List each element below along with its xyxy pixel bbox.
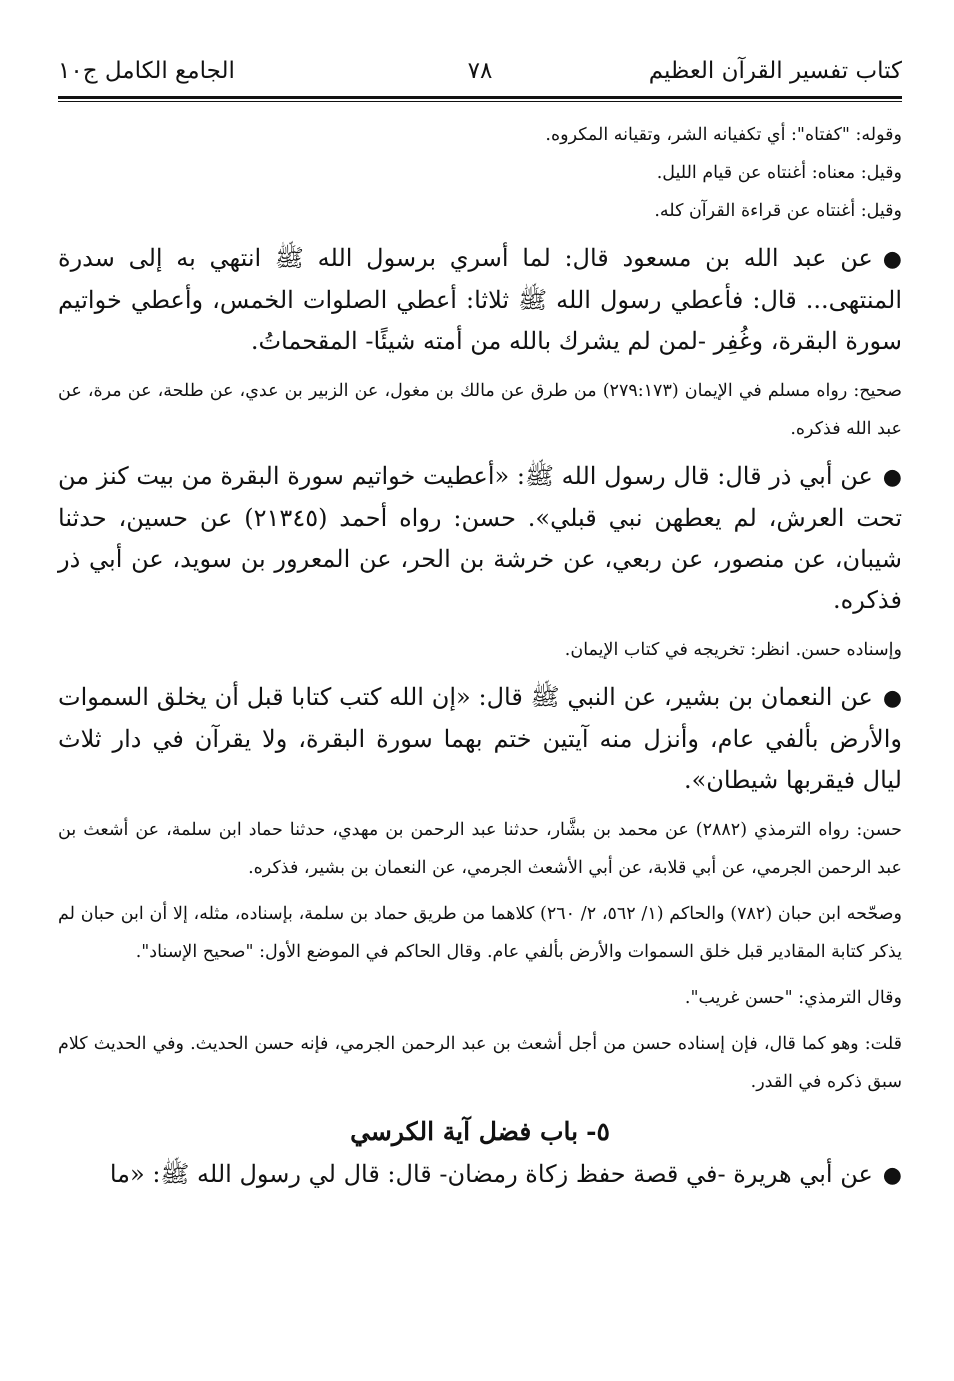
hadith-paragraph	[58, 677, 902, 801]
takhrij-note: صحيح: رواه مسلم في الإيمان (٢٧٩:١٧٣) من طرق عن مالك بن مغول، عن الزبير بن عدي، عن طلحة، عن مرة، عن عبد الله فذكره.	[58, 381, 902, 439]
chapter-number: ٥-	[586, 1117, 610, 1146]
hadith-text: عن عبد الله بن مسعود قال: لما أسري برسول الله ﷺ انتهي به إلى سدرة المنتهى... قال: فأعطي رسول الله ﷺ ثلاثا: أعطي الصلوات الخمس، وأعطي خواتيم سورة البقرة، وغُفِر -لمن لم يشرك بالله من أمته شيئًا- المقحماتُ.	[58, 244, 902, 355]
bullet-icon: ●	[882, 465, 902, 490]
page-number: ٧٨	[467, 58, 493, 84]
commentary-line: وقيل: أغنتاه عن قراءة القرآن كله.	[654, 201, 902, 221]
takhrij-note: حسن: رواه الترمذي (٢٨٨٢) عن محمد بن بشَّار، حدثنا عبد الرحمن بن مهدي، حدثنا حماد ابن سلمة، عن أشعث بن عبد الرحمن الجرمي، عن أبي قلابة، عن أبي الأشعث الجرمي، عن النعمان بن بشير، فذكره.	[58, 820, 903, 878]
bullet-icon: ●	[882, 247, 902, 272]
takhrij-note: وإسناده حسن. انظر: تخريجه في كتاب الإيمان.	[564, 640, 902, 660]
chapter-heading	[58, 1117, 902, 1146]
page-header	[58, 52, 902, 92]
takhrij-note: وصحّحه ابن حبان (٧٨٢) والحاكم (١/ ٥٦٢، ٢/ ٢٦٠) كلاهما من طريق حماد بن سلمة، بإسناده، مثله، إلا أن ابن حبان لم يذكر كتابة المقادير قبل خلق السموات والأرض بألفي عام. وقال الحاكم في الموضع الأول: "صحيح الإسناد".	[58, 904, 902, 962]
hadith-text: عن أبي ذر قال: قال رسول الله ﷺ: «أعطيت خواتيم سورة البقرة من بيت كنز من تحت العرش، لم يعطهن نبي قبلي». حسن: رواه أحمد (٢١٣٤٥) عن حسين، حدثنا شيبان، عن منصور، عن ربعي، عن خرشة بن الحر، عن المعرور بن سويد، عن أبي ذر فذكره.	[58, 462, 903, 614]
chapter-title: باب فضل آية الكرسي	[350, 1117, 579, 1146]
collection-title: الجامع الكامل ج١٠	[58, 58, 235, 84]
hadith-paragraph	[58, 456, 902, 621]
header-rule-thick	[58, 96, 902, 99]
bullet-icon: ●	[882, 686, 903, 711]
book-title: كتاب تفسير القرآن العظيم	[648, 58, 902, 84]
hadith-text: عن أبي هريرة -في قصة حفظ زكاة رمضان- قال: قال لي رسول الله ﷺ: «ما	[109, 1160, 873, 1188]
header-rule-thin	[58, 101, 902, 102]
book-page	[58, 52, 902, 1372]
takhrij-note: قلت: وهو كما قال، فإن إسناده حسن من أجل أشعث بن عبد الرحمن الجرمي، فإنه حسن الحديث. وفي الحديث كلام سبق ذكره في القدر.	[58, 1034, 902, 1092]
bullet-icon: ●	[882, 1163, 902, 1188]
hadith-text: عن النعمان بن بشير، عن النبي ﷺ قال: «إن الله كتب كتابا قبل أن يخلق السموات والأرض بألفي عام، وأنزل منه آيتين ختم بهما سورة البقرة، ولا يقرآن في دار ثلاث ليال فيقربها شيطان».	[58, 683, 902, 794]
hadith-paragraph	[58, 238, 902, 362]
commentary-line: وقيل: معناه: أغنتاه عن قيام الليل.	[656, 163, 902, 183]
hadith-paragraph	[58, 1154, 902, 1196]
commentary-line: وقوله: "كفتاه": أي تكفيانه الشر، وتقيانه المكروه.	[545, 125, 902, 145]
takhrij-note: وقال الترمذي: "حسن غريب".	[684, 988, 902, 1008]
page-content	[58, 116, 902, 1196]
